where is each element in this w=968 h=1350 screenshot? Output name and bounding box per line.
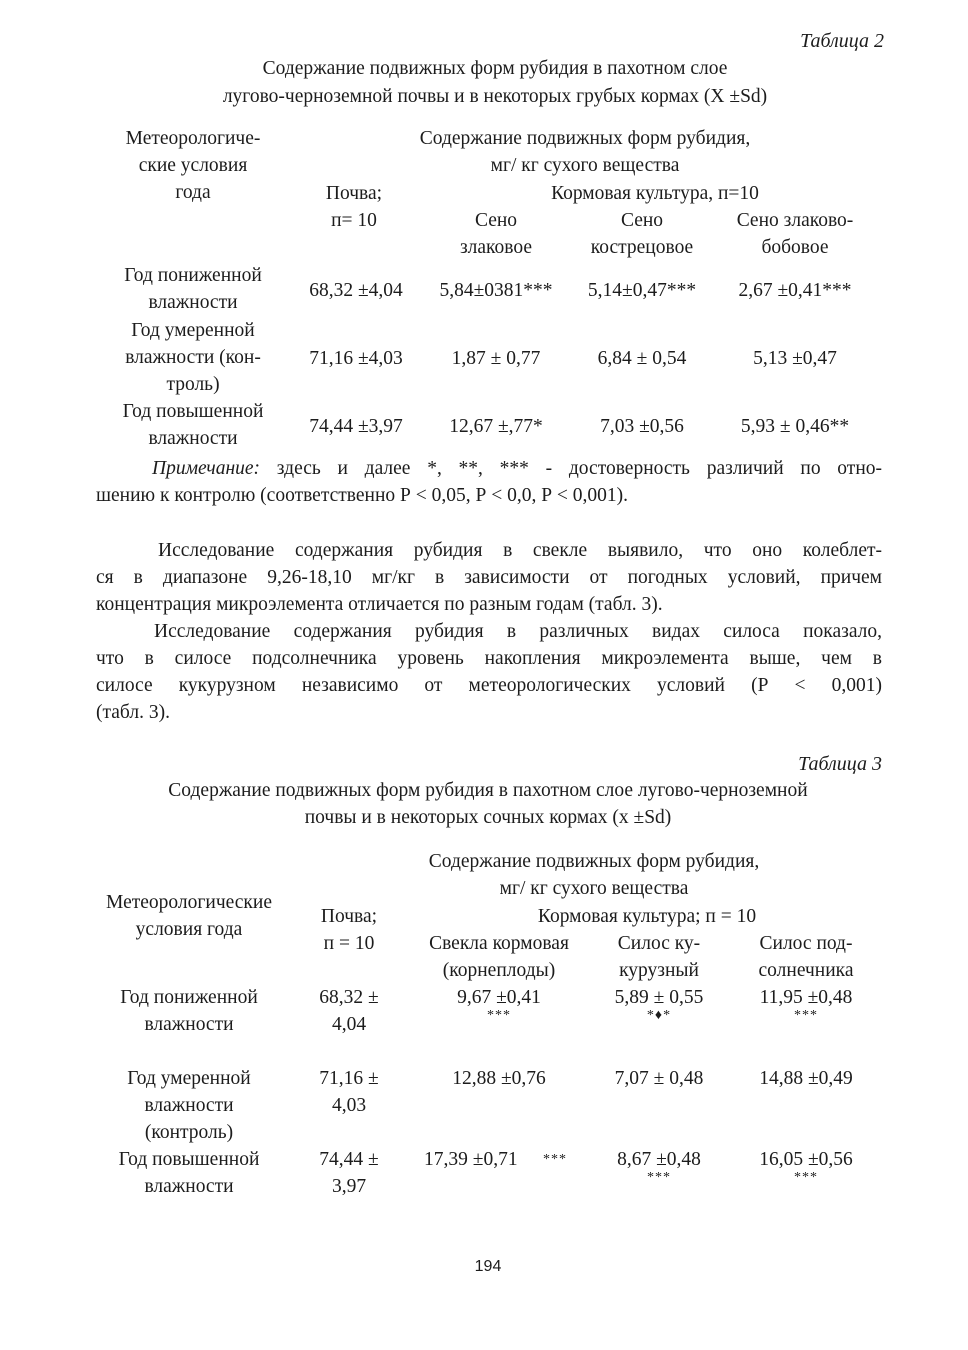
table3-caption-line1: Содержание подвижных форм рубидия в пахотном слое лугово-черноземной <box>168 780 808 801</box>
t2-col3-2: бобовое <box>761 237 829 258</box>
t2-head-conditions-2: ские условия <box>138 155 248 176</box>
t3-r3-v3: 16,05 ±0,56 <box>759 1149 853 1170</box>
t3-r1-v3: 11,95 ±0,48 <box>759 987 853 1008</box>
t2-col2-2: кострецовое <box>590 237 694 258</box>
t3-r3-v2: 8,67 ±0,48 <box>617 1149 701 1170</box>
t3-r1-v1: 9,67 ±0,41 <box>457 987 541 1008</box>
t3-r2-cond-3: (контроль) <box>144 1122 234 1143</box>
t3-r2-cond-1: Год умеренной <box>127 1068 251 1089</box>
table3-caption-line2 <box>0 807 968 829</box>
t3-head-soil-1: Почва; <box>320 906 378 927</box>
t2-head-conditions-1: Метеорологиче- <box>125 128 261 149</box>
note-line2: шению к контролю (соответственно Р < 0,05, Р < 0,0, Р < 0,001). <box>96 485 629 506</box>
t3-r3-soil-2: 3,97 <box>331 1176 367 1197</box>
t3-r1-soil-2: 4,04 <box>331 1014 367 1035</box>
t2-col3-1: Сено злаково- <box>736 210 854 231</box>
t3-r3-v1-stars: *** <box>543 1152 567 1167</box>
t2-r1-v1: 5,84±0381*** <box>439 280 553 301</box>
table2-caption-line2: лугово-черноземной почвы и в некоторых грубых кормах (X ±Sd) <box>222 86 768 107</box>
note-line1-text: здесь и далее *, **, *** - достоверность различий по отно- <box>260 458 882 479</box>
t3-col2-1: Силос ку- <box>617 933 701 954</box>
t2-r2-v2: 6,84 ± 0,54 <box>597 348 687 369</box>
t3-col1-1: Свекла кормовая <box>429 933 569 954</box>
t3-r1-cond-1: Год пониженной <box>120 987 258 1008</box>
t2-head-content-2: мг/ кг сухого вещества <box>490 155 680 176</box>
p2-line4: (табл. 3). <box>96 702 170 723</box>
note-line1 <box>96 455 882 482</box>
note-label: Примечание: <box>152 458 261 479</box>
t3-col3-1: Силос под- <box>759 933 853 954</box>
t3-r2-soil-2: 4,03 <box>331 1095 367 1116</box>
t3-r1-cond-2: влажности <box>144 1014 234 1035</box>
t2-r3-v1: 12,67 ±,77* <box>449 416 543 437</box>
t3-r3-v1: 17,39 ±0,71 <box>424 1149 518 1170</box>
t2-r2-cond-2: влажности (кон- <box>125 347 261 368</box>
t2-r3-cond-2: влажности <box>148 428 238 449</box>
t2-head-feed: Кормовая культура, п=10 <box>551 183 759 204</box>
t3-head-feed: Кормовая культура; п = 10 <box>537 906 757 927</box>
t3-r2-v2: 7,07 ± 0,48 <box>614 1068 704 1089</box>
t3-r3-cond-2: влажности <box>144 1176 234 1197</box>
table3-caption-line2-text: почвы и в некоторых сочных кормах (x ±Sd) <box>304 807 672 828</box>
p2-line1: Исследование содержания рубидия в различных видах силоса показало, <box>154 621 882 642</box>
table2-label: Таблица 2 <box>800 30 884 52</box>
t2-r3-v2: 7,03 ±0,56 <box>600 416 684 437</box>
table2-note <box>96 455 882 509</box>
t3-r3-v3-stars: *** <box>794 1170 818 1185</box>
t3-head-content-2: мг/ кг сухого вещества <box>499 878 689 899</box>
t3-r2-cond-2: влажности <box>144 1095 234 1116</box>
t3-col1-2: (корнеплоды) <box>442 960 556 981</box>
t3-r2-v1: 12,88 ±0,76 <box>452 1068 546 1089</box>
t2-r2-v3: 5,13 ±0,47 <box>753 348 837 369</box>
t2-head-soil-2: п= 10 <box>331 210 377 231</box>
p1-line3: концентрация микроэлемента отличается по разным годам (табл. 3). <box>96 594 663 615</box>
page-number: 194 <box>474 1258 502 1275</box>
t2-r3-cond-1: Год повышенной <box>122 401 264 422</box>
t2-r1-cond-1: Год пониженной <box>124 265 262 286</box>
t2-r1-v3: 2,67 ±0,41*** <box>738 280 852 301</box>
t3-head-soil-2: п = 10 <box>323 933 375 954</box>
t3-r3-cond-1: Год повышенной <box>118 1149 260 1170</box>
t3-r1-v1-stars: *** <box>487 1008 511 1023</box>
t2-r1-v2: 5,14±0,47*** <box>587 280 697 301</box>
t2-col2-1: Сено <box>620 210 664 231</box>
p1-line2: ся в диапазоне 9,26-18,10 мг/кг в зависимости от погодных условий, причем <box>96 567 882 588</box>
t3-head-conditions-1: Метеорологические <box>106 892 272 913</box>
t2-r2-cond-3: троль) <box>166 374 220 395</box>
t2-head-soil-1: Почва; <box>325 183 383 204</box>
t3-r1-v2: 5,89 ± 0,55 <box>614 987 704 1008</box>
t2-r1-cond-2: влажности <box>148 292 238 313</box>
t2-r2-cond-1: Год умеренной <box>131 320 255 341</box>
t2-head-conditions-3: года <box>175 182 211 203</box>
t3-head-content-1: Содержание подвижных форм рубидия, <box>428 851 760 872</box>
t2-r3-v3: 5,93 ± 0,46** <box>740 416 850 437</box>
p2-line2: что в силосе подсолнечника уровень накопления микроэлемента выше, чем в <box>96 648 882 669</box>
t3-r1-v2-stars: *♦* <box>646 1008 672 1023</box>
t3-r3-v2-stars: *** <box>647 1170 671 1185</box>
t3-col2-2: курузный <box>619 960 699 981</box>
t2-col1-1: Сено <box>474 210 518 231</box>
t2-r2-soil: 71,16 ±4,03 <box>309 348 403 369</box>
t3-r1-v3-stars: *** <box>794 1008 818 1023</box>
paragraph-2 <box>96 618 882 726</box>
t3-r3-soil-1: 74,44 ± <box>319 1149 379 1170</box>
t3-r2-soil-1: 71,16 ± <box>319 1068 379 1089</box>
t2-r3-soil: 74,44 ±3,97 <box>309 416 403 437</box>
t3-r1-soil-1: 68,32 ± <box>319 987 379 1008</box>
p2-line3: силосе кукурузном независимо от метеорологических условий (Р < 0,001) <box>96 675 882 696</box>
t3-r2-v3: 14,88 ±0,49 <box>759 1068 853 1089</box>
t2-r1-soil: 68,32 ±4,04 <box>309 280 403 301</box>
paragraph-1 <box>96 537 882 618</box>
table2-caption-line1: Содержание подвижных форм рубидия в пахотном слое <box>262 58 728 79</box>
t2-r2-v1: 1,87 ± 0,77 <box>451 348 541 369</box>
table3-label: Таблица 3 <box>798 753 882 775</box>
t3-col3-2: солнечника <box>758 960 854 981</box>
p1-line1: Исследование содержания рубидия в свекле выявило, что оно колеблет- <box>158 540 882 561</box>
t2-col1-2: злаковое <box>459 237 533 258</box>
t2-head-content-1: Содержание подвижных форм рубидия, <box>419 128 751 149</box>
t3-head-conditions-2: условия года <box>135 919 243 940</box>
